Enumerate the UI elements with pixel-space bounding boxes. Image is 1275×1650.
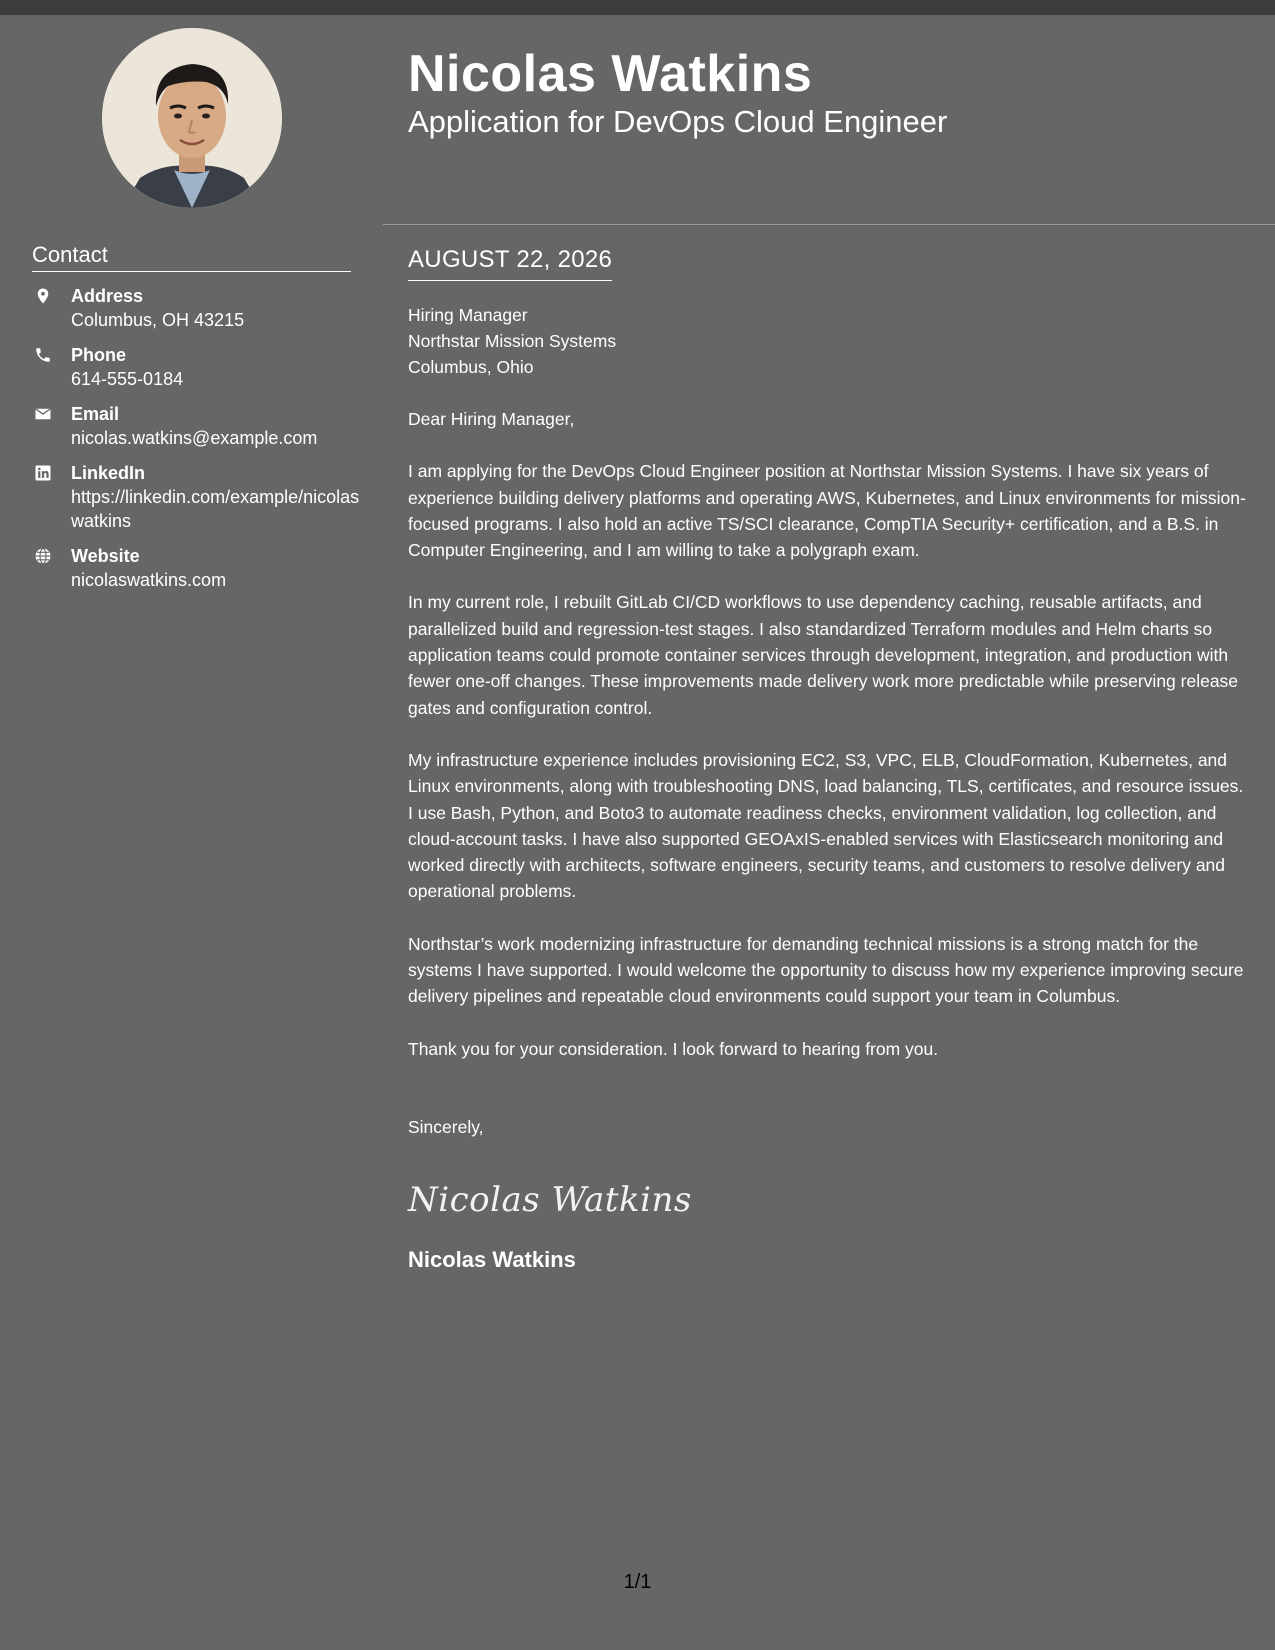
profile-photo bbox=[102, 28, 282, 208]
linkedin-icon bbox=[34, 464, 52, 482]
contact-value-address: Columbus, OH 43215 bbox=[71, 310, 245, 330]
recipient-line: Northstar Mission Systems bbox=[408, 331, 617, 351]
contact-item-address bbox=[32, 284, 362, 332]
handwritten-signature: Nicolas Watkins bbox=[408, 1180, 692, 1221]
contact-item-website bbox=[32, 544, 362, 592]
header-divider bbox=[383, 224, 1275, 225]
contact-item-phone bbox=[32, 343, 362, 391]
contact-value-phone: 614-555-0184 bbox=[71, 369, 184, 389]
location-pin-icon bbox=[34, 287, 52, 305]
contact-item-linkedin bbox=[32, 461, 362, 533]
contact-label-email: Email bbox=[71, 404, 120, 424]
letter-paragraph: Thank you for your consideration. I look forward to hearing from you. bbox=[408, 1038, 939, 1059]
envelope-icon bbox=[34, 405, 52, 423]
signer-name: Nicolas Watkins bbox=[408, 1247, 576, 1273]
recipient-line: Columbus, Ohio bbox=[408, 357, 534, 377]
contact-list bbox=[32, 284, 362, 603]
application-subtitle: Application for DevOps Cloud Engineer bbox=[408, 104, 948, 139]
salutation: Dear Hiring Manager, bbox=[408, 409, 575, 429]
contact-item-email bbox=[32, 402, 362, 450]
contact-value-email: nicolas.watkins@example.com bbox=[71, 428, 318, 448]
closing: Sincerely, bbox=[408, 1116, 484, 1137]
letter-paragraph: My infrastructure experience includes provisioning EC2, S3, VPC, ELB, CloudFormation, Kubernetes, and Linux environments, along with troubleshooting DNS, load balancing, TLS, certificates, and resource issues. I use Bash, Python, and Boto3 to automate readiness checks, environment validation, log collection, and cloud-account tasks. I have also supported GEOAxIS-enabled services with Elasticsearch monitoring and worked directly with architects, software engineers, security teams, and customers to resolve delivery and operational problems. bbox=[408, 749, 1244, 902]
contact-label-address: Address bbox=[71, 286, 144, 306]
contact-value-website[interactable]: nicolaswatkins.com bbox=[71, 570, 227, 590]
contact-label-linkedin: LinkedIn bbox=[71, 463, 146, 483]
letter-paragraph: I am applying for the DevOps Cloud Engineer position at Northstar Mission Systems. I have six years of experience building delivery platforms and operating AWS, Kubernetes, and Linux environments for mission-focused programs. I also hold an active TS/SCI clearance, CompTIA Security+ certification, and a B.S. in Computer Engineering, and I am willing to take a polygraph exam. bbox=[408, 461, 1246, 561]
applicant-name: Nicolas Watkins bbox=[408, 45, 813, 103]
contact-heading: Contact bbox=[32, 241, 351, 272]
contact-label-phone: Phone bbox=[71, 345, 127, 365]
recipient-line: Hiring Manager bbox=[408, 305, 528, 325]
letter-paragraph: In my current role, I rebuilt GitLab CI/CD workflows to use dependency caching, reusable artifacts, and parallelized build and regression-test stages. I also standardized Terraform modules and Helm charts so application teams could promote container services through development, integration, and production with fewer one-off changes. These improvements made delivery work more predictable while preserving release gates and configuration control. bbox=[408, 592, 1239, 718]
globe-icon bbox=[34, 547, 52, 565]
phone-icon bbox=[34, 346, 52, 364]
letter-body bbox=[408, 302, 1248, 1274]
page-number: 1/1 bbox=[623, 1571, 652, 1593]
contact-value-linkedin[interactable]: https://linkedin.com/example/nicolaswatkins bbox=[71, 487, 360, 531]
contact-label-website: Website bbox=[71, 546, 140, 566]
top-bar bbox=[0, 0, 1275, 15]
letter-date: AUGUST 22, 2026 bbox=[408, 244, 612, 281]
letter-paragraph: Northstar’s work modernizing infrastructure for demanding technical missions is a strong match for the systems I have supported. I would welcome the opportunity to discuss how my experience improving secure delivery pipelines and repeatable cloud environments could support your team in Columbus. bbox=[408, 933, 1244, 1007]
recipient-block bbox=[408, 302, 1248, 380]
